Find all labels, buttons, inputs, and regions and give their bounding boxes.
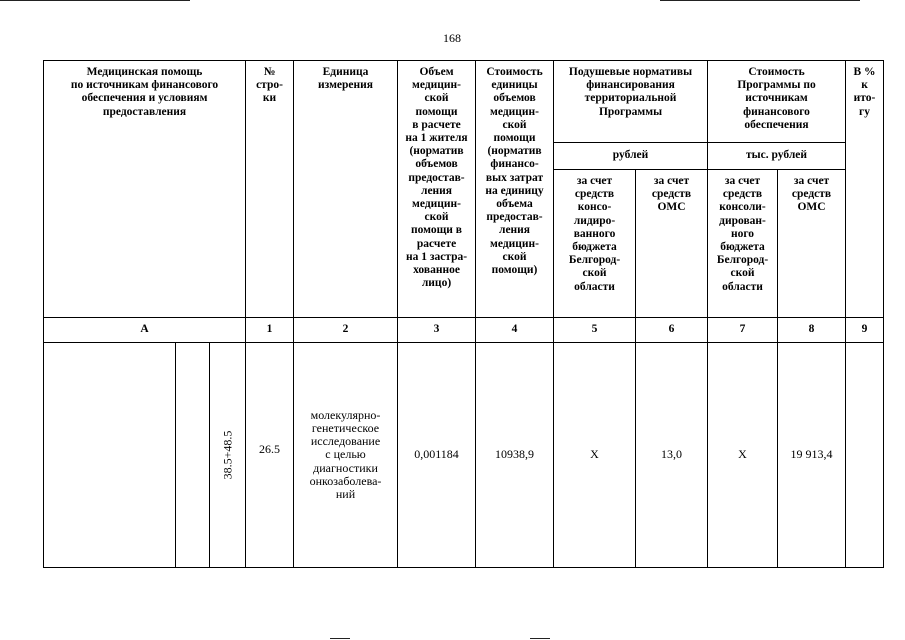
- header-regional-budget-cost: за счет средств консоли- дирован- ного бюджета Белгород- ской области: [708, 170, 778, 318]
- header-unit-rubles: рублей: [554, 143, 708, 170]
- header-unit-cost: Стоимость единицы объемов медицин- ской помощи (норматив финансо- вых затрат на единицу объема предостав- ления медицин- ской помощи): [476, 61, 554, 318]
- column-number-a: А: [44, 318, 246, 343]
- row-cell-a3: [210, 343, 246, 568]
- header-program-cost: Стоимость Программы по источникам финансового обеспечения: [708, 61, 846, 143]
- column-number-2: 2: [294, 318, 398, 343]
- table-row: [44, 343, 884, 568]
- bottom-edge-line: [330, 638, 350, 639]
- column-number-7: 7: [708, 318, 778, 343]
- row-cell-unit-cost: 10938,9: [476, 343, 554, 568]
- financing-table: [43, 60, 884, 568]
- header-row-number: № стро- ки: [246, 61, 294, 318]
- column-number-4: 4: [476, 318, 554, 343]
- row-cell-a1: [44, 343, 176, 568]
- column-number-1: 1: [246, 318, 294, 343]
- column-number-6: 6: [636, 318, 708, 343]
- row-cell-unit: молекулярно- генетическое исследование с целью диагностики онкозаболева- ний: [294, 343, 398, 568]
- row-cell-a2: [176, 343, 210, 568]
- column-number-8: 8: [778, 318, 846, 343]
- row-cell-percent: [846, 343, 884, 568]
- row-cell-oms-cost: 19 913,4: [778, 343, 846, 568]
- column-number-9: 9: [846, 318, 884, 343]
- header-oms-cost: за счет средств ОМС: [778, 170, 846, 318]
- row-cell-volume: 0,001184: [398, 343, 476, 568]
- header-unit-thousand-rubles: тыс. рублей: [708, 143, 846, 170]
- row-cell-regional-cost: X: [708, 343, 778, 568]
- column-number-5: 5: [554, 318, 636, 343]
- row-cell-oms-norm: 13,0: [636, 343, 708, 568]
- header-unit: Единица измерения: [294, 61, 398, 318]
- top-edge-line: [0, 0, 190, 1]
- row-cell-a3-text: 38.5+48.5: [219, 430, 234, 480]
- header-per-capita-norms: Подушевые нормативы финансирования территориальной Программы: [554, 61, 708, 143]
- header-medical-care: Медицинская помощь по источникам финансового обеспечения и условиям предоставления: [44, 61, 246, 318]
- header-volume: Объем медицин- ской помощи в расчете на 1 жителя (норматив объемов предостав- ления медицин- ской помощи в расчете на 1 застра- хованное лицо): [398, 61, 476, 318]
- column-number-3: 3: [398, 318, 476, 343]
- row-cell-line-number: 26.5: [246, 343, 294, 568]
- header-regional-budget-norm: за счет средств консо- лидиро- ванного бюджета Белгород- ской области: [554, 170, 636, 318]
- bottom-edge-line-right: [530, 638, 550, 639]
- row-cell-regional-norm: X: [554, 343, 636, 568]
- top-edge-line-right: [660, 0, 860, 1]
- header-oms-norm: за счет средств ОМС: [636, 170, 708, 318]
- header-percent-of-total: В % к ито- гу: [846, 61, 884, 318]
- page-number: 168: [443, 31, 461, 45]
